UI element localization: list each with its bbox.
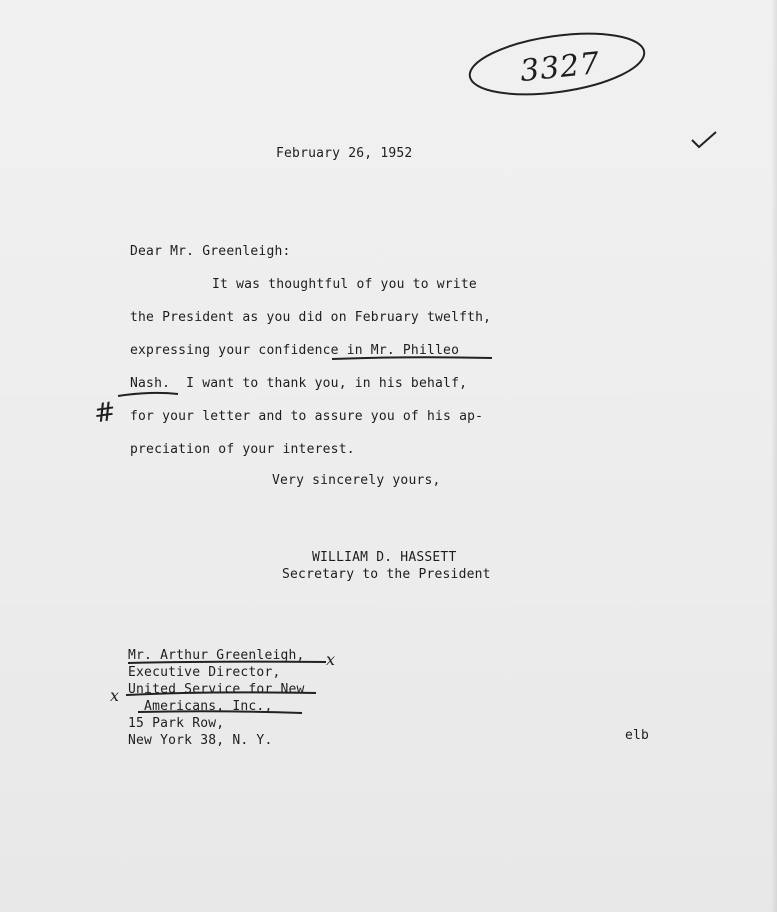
body-line: the President as you did on February twelfth, (130, 310, 492, 325)
body-line: for your letter and to assure you of his ap- (130, 409, 484, 424)
body-line: preciation of your interest. (130, 442, 355, 457)
x-mark: x (326, 650, 336, 669)
body-line: It was thoughtful of you to write (212, 277, 477, 292)
signer-name: WILLIAM D. HASSETT (312, 550, 457, 565)
closing: Very sincerely yours, (272, 473, 441, 488)
address-line: United Service for New (128, 682, 305, 697)
check-mark-icon (690, 128, 718, 150)
salutation: Dear Mr. Greenleigh: (130, 244, 291, 259)
signer-title: Secretary to the President (282, 567, 491, 582)
hash-mark: # (92, 396, 118, 430)
address-line: Executive Director, (128, 665, 281, 680)
x-mark: x (110, 686, 120, 705)
address-line: 15 Park Row, (128, 716, 225, 731)
address-line: Mr. Arthur Greenleigh, (128, 648, 305, 663)
body-line: expressing your confidence in Mr. Philleo (130, 343, 460, 358)
address-line: New York 38, N. Y. (128, 733, 273, 748)
body-line: Nash. I want to thank you, in his behalf, (130, 376, 468, 391)
handwritten-underline (330, 355, 500, 405)
handwritten-underline (116, 390, 196, 402)
letter-date: February 26, 1952 (276, 146, 413, 161)
file-number: 3327 (518, 45, 602, 90)
address-line: Americans, Inc., (128, 699, 273, 714)
typist-initials: elb (625, 728, 650, 743)
